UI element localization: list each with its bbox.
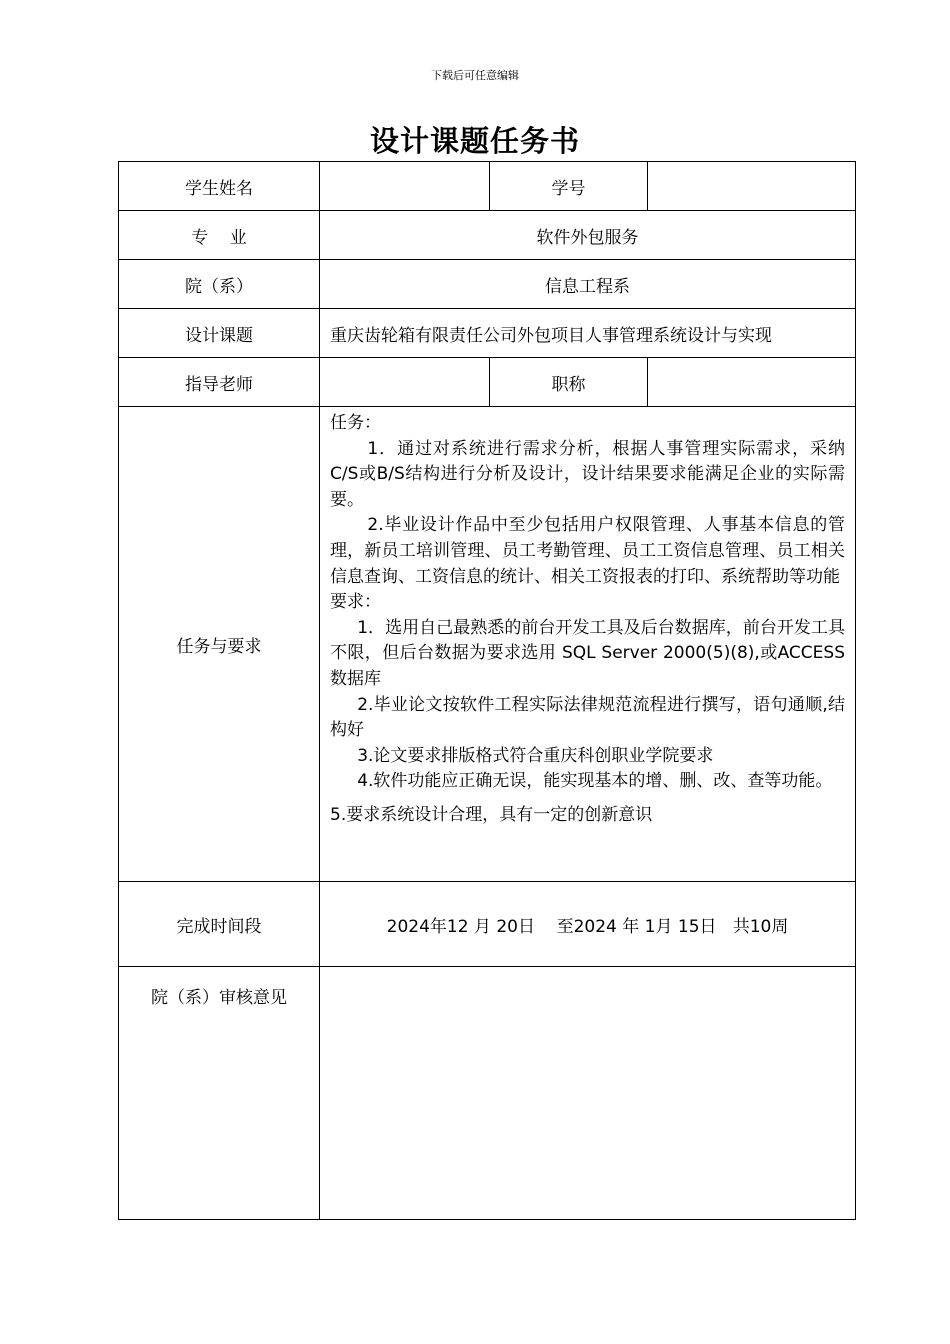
row-review — [119, 967, 856, 1220]
task-item-2: 2.毕业设计作品中至少包括用户权限管理、人事基本信息的管理，新员工培训管理、员工考勤管理、员工工资信息管理、员工相关信息查询、工资信息的统计、相关工资报表的打印、系统帮助等功能 — [330, 515, 845, 587]
advisor-label: 指导老师 — [119, 358, 320, 407]
row-time — [119, 882, 856, 967]
dept-label: 院（系） — [119, 260, 320, 309]
req-item-5: 5.要求系统设计合理，具有一定的创新意识 — [330, 804, 653, 825]
task-item-1: 1．通过对系统进行需求分析，根据人事管理实际需求，采纳C/S或B/S结构进行分析及设计，设计结果要求能满足企业的实际需要。 — [330, 438, 845, 510]
row-major — [119, 211, 856, 260]
time-label: 完成时间段 — [119, 882, 320, 967]
req-item-2: 2.毕业论文按软件工程实际法律规范流程进行撰写，语句通顺,结构好 — [330, 694, 845, 741]
student-id-field[interactable] — [648, 162, 856, 211]
tasks-label: 任务与要求 — [119, 407, 320, 882]
advisor-field[interactable] — [320, 358, 490, 407]
review-label: 院（系）审核意见 — [119, 967, 320, 1220]
row-dept — [119, 260, 856, 309]
req-item-1: 1．选用自己最熟悉的前台开发工具及后台数据库，前台开发工具不限，但后台数据为要求选用 SQL Server 2000(5)(8),或ACCESS数据库 — [330, 617, 845, 689]
task-form-table — [118, 161, 856, 1220]
topic-label: 设计课题 — [119, 309, 320, 358]
topic-value: 重庆齿轮箱有限责任公司外包项目人事管理系统设计与实现 — [320, 309, 856, 358]
major-value: 软件外包服务 — [320, 211, 856, 260]
time-value: 2024年12 月 20日 至2024 年 1月 15日 共10周 — [320, 882, 856, 967]
student-name-field[interactable] — [320, 162, 490, 211]
review-field[interactable] — [320, 967, 856, 1220]
advisor-title-label: 职称 — [490, 358, 648, 407]
tasks-content — [320, 407, 856, 882]
req-heading: 要求： — [330, 592, 381, 613]
req-item-3: 3.论文要求排版格式符合重庆科创职业学院要求 — [357, 745, 714, 766]
row-student — [119, 162, 856, 211]
row-advisor — [119, 358, 856, 407]
student-id-label: 学号 — [490, 162, 648, 211]
req-item-4: 4.软件功能应正确无误，能实现基本的增、删、改、查等功能。 — [357, 771, 833, 792]
page-title: 设计课题任务书 — [369, 124, 580, 158]
student-name-label: 学生姓名 — [119, 162, 320, 211]
header-note: 下载后可任意编辑 — [431, 69, 519, 82]
advisor-title-field[interactable] — [648, 358, 856, 407]
dept-value: 信息工程系 — [320, 260, 856, 309]
task-heading: 任务： — [330, 413, 381, 433]
row-tasks — [119, 407, 856, 882]
row-topic — [119, 309, 856, 358]
major-label: 专 业 — [119, 211, 320, 260]
